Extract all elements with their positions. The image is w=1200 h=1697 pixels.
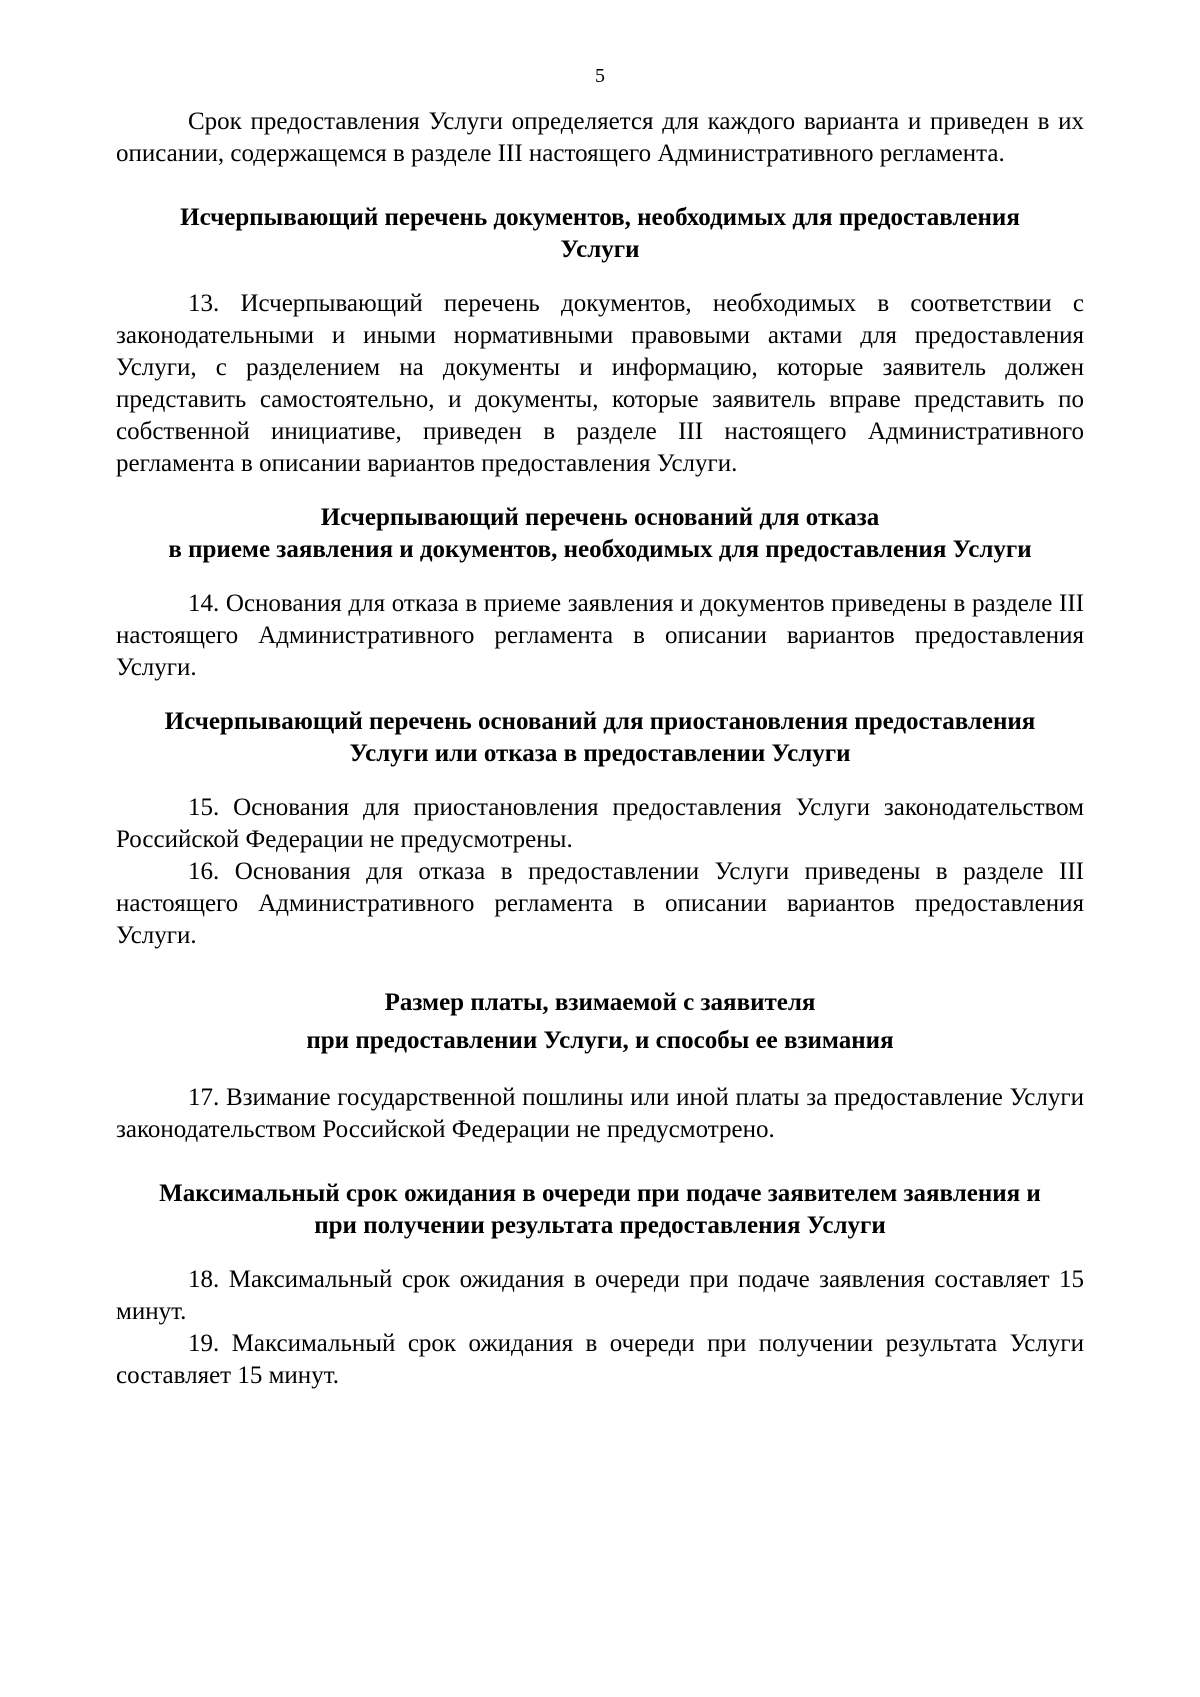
paragraph-14: 14. Основания для отказа в приеме заявления и документов приведены в разделе III настоящего Административного регламента в описании вариантов предоставления Услуги. — [116, 590, 1084, 681]
heading-line: Максимальный срок ожидания в очереди при подаче заявителем заявления и — [159, 1180, 1041, 1207]
section-heading-suspension — [116, 706, 1084, 770]
heading-line: в приеме заявления и документов, необходимых для предоставления Услуги — [168, 536, 1032, 563]
paragraph-15: 15. Основания для приостановления предоставления Услуги законодательством Российской Федерации не предусмотрены. — [116, 794, 1084, 853]
section-heading-queue-time — [116, 1178, 1084, 1242]
paragraph-19: 19. Максимальный срок ожидания в очереди при получении результата Услуги составляет 15 минут. — [116, 1330, 1084, 1389]
paragraph-18: 18. Максимальный срок ожидания в очереди при подаче заявления составляет 15 минут. — [116, 1266, 1084, 1325]
heading-line: Исчерпывающий перечень документов, необходимых для предоставления — [180, 204, 1020, 231]
heading-line: при предоставлении Услуги, и способы ее взимания — [306, 1027, 894, 1054]
heading-line: Размер платы, взимаемой с заявителя — [384, 989, 816, 1016]
paragraph-16: 16. Основания для отказа в предоставлении Услуги приведены в разделе III настоящего Административного регламента в описании вариантов предоставления Услуги. — [116, 858, 1084, 949]
page-number: 5 — [595, 65, 605, 87]
heading-line: Исчерпывающий перечень оснований для приостановления предоставления — [164, 708, 1036, 735]
section-heading-refusal-reception — [116, 502, 1084, 566]
paragraph-17: 17. Взимание государственной пошлины или иной платы за предоставление Услуги законодательством Российской Федерации не предусмотрено. — [116, 1084, 1084, 1143]
heading-line: при получении результата предоставления Услуги — [314, 1212, 886, 1239]
section-heading-fee — [116, 984, 1084, 1060]
heading-line: Услуги — [560, 236, 640, 263]
heading-line: Услуги или отказа в предоставлении Услуги — [349, 740, 851, 767]
heading-line: Исчерпывающий перечень оснований для отказа — [320, 504, 880, 531]
section-heading-documents — [116, 202, 1084, 266]
intro-paragraph: Срок предоставления Услуги определяется для каждого варианта и приведен в их описании, содержащемся в разделе III настоящего Административного регламента. — [116, 108, 1084, 167]
paragraph-13: 13. Исчерпывающий перечень документов, необходимых в соответствии с законодательными и иными нормативными правовыми актами для предоставления Услуги, с разделением на документы и информацию, которые заявитель должен представить самостоятельно, и документы, которые заявитель вправе представить по собственной инициативе, приведен в разделе III настоящего Административного регламента в описании вариантов предоставления Услуги. — [116, 290, 1084, 477]
